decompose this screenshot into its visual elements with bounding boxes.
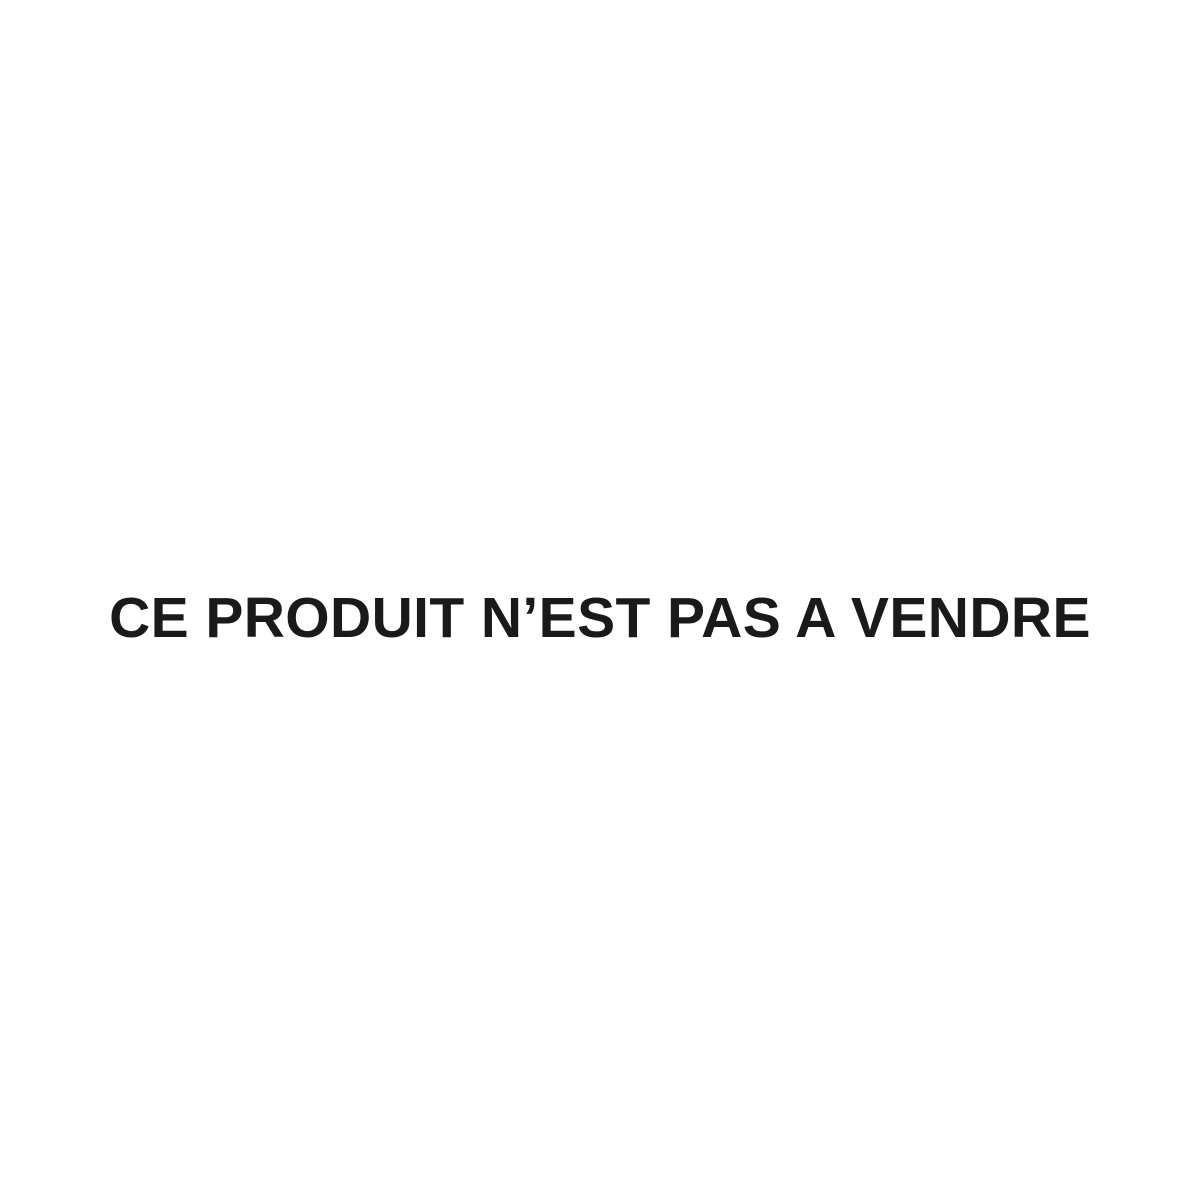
statement-text: CE PRODUIT N’EST PAS A VENDRE (109, 585, 1091, 650)
